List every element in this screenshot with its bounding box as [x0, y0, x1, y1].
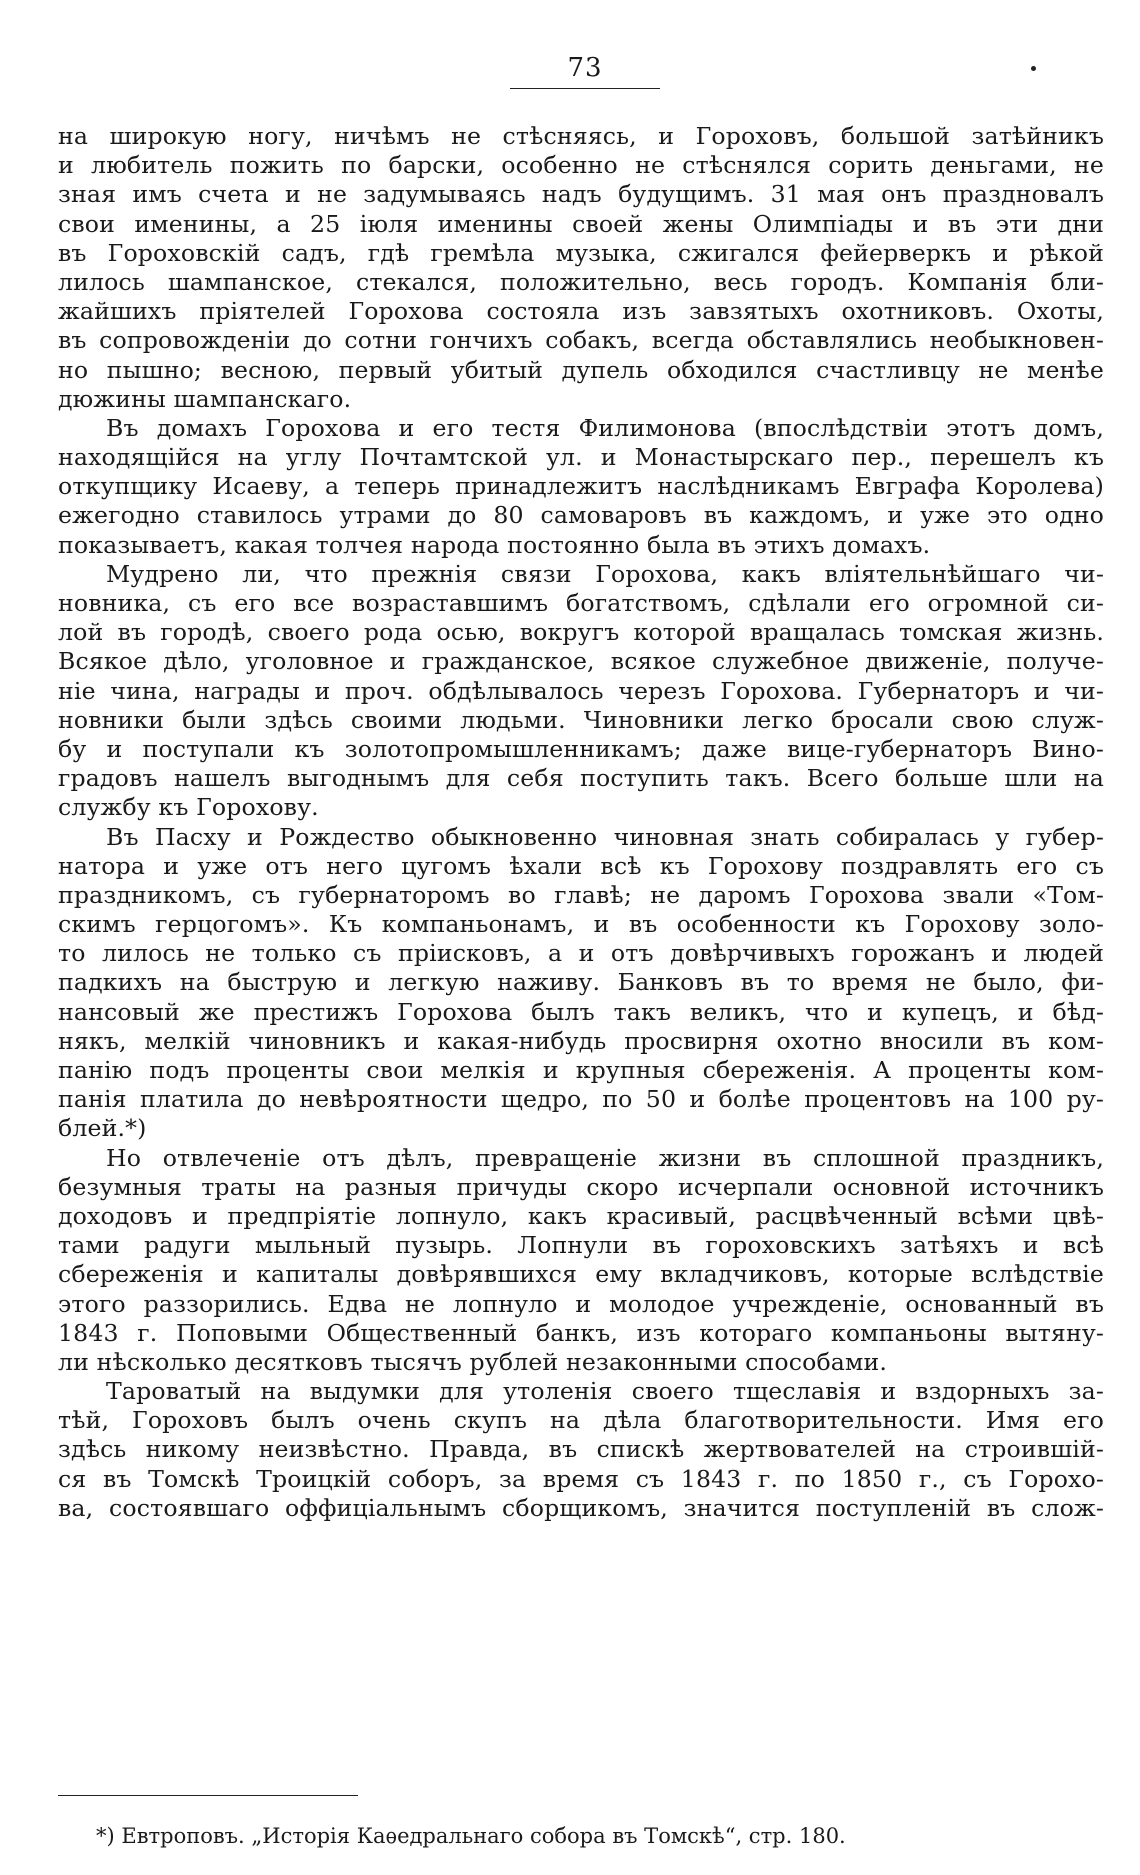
text-line: градовъ нашелъ выгоднымъ для себя поступить такъ. Всего больше шли на: [58, 764, 1104, 793]
text-line: 1843 г. Поповыми Общественный банкъ, изъ котораго компаньоны вытяну-: [58, 1318, 1104, 1347]
text-line: ва, состоявшаго оффиціальнымъ сборщикомъ, значится поступленій въ слож-: [58, 1493, 1104, 1522]
text-line: лой въ городѣ, своего рода осью, вокругъ которой вращалась томская жизнь.: [58, 618, 1104, 647]
text-line: ежегодно ставилось утрами до 80 самоваровъ въ каждомъ, и уже это одно: [58, 501, 1104, 530]
text-line: натора и уже отъ него цугомъ ѣхали всѣ къ Горохову поздравлять его съ: [58, 851, 1104, 880]
text-line: въ Гороховскій садъ, гдѣ гремѣла музыка, сжигался фейерверкъ и рѣкой: [58, 238, 1104, 267]
text-line: новника, съ его все возраставшимъ богатствомъ, сдѣлали его огромной си-: [58, 589, 1104, 617]
text-line: падкихъ на быструю и легкую наживу. Банковъ въ то время не было, фи-: [58, 968, 1104, 997]
text-line: и любитель пожить по барски, особенно не стѣснялся сорить деньгами, не: [58, 151, 1104, 180]
footnote: *) Евтроповъ. „Исторія Каѳедральнаго собора въ Томскѣ“, стр. 180.: [96, 1824, 846, 1848]
text-line: Въ Пасху и Рождество обыкновенно чиновная знать собиралась у губер-: [106, 822, 1104, 851]
footnote-rule: [58, 1795, 358, 1796]
text-line: ли нѣсколько десятковъ тысячъ рублей незаконными способами.: [58, 1347, 888, 1376]
text-line: то лилось не только съ пріисковъ, а и отъ довѣрчивыхъ горожанъ и людей: [58, 939, 1104, 968]
text-line: свои именины, а 25 іюля именины своей жены Олимпіады и въ эти дни: [58, 209, 1104, 238]
text-line: доходовъ и предпріятіе лопнуло, какъ красивый, расцвѣченный всѣми цвѣ-: [58, 1201, 1104, 1230]
text-line: нансовый же престижъ Горохова былъ такъ великъ, что и купецъ, и бѣд-: [58, 997, 1104, 1026]
text-line: Всякое дѣло, уголовное и гражданское, всякое служебное движеніе, получе-: [58, 647, 1104, 676]
print-dot-mark: [1031, 66, 1036, 71]
page-number: 73: [567, 53, 603, 83]
text-line: праздникомъ, съ губернаторомъ во главѣ; не даромъ Горохова звали «Том-: [58, 880, 1104, 909]
text-line: службу къ Горохову.: [58, 793, 319, 822]
text-line: сбереженія и капиталы довѣрявшихся ему вкладчиковъ, которые вслѣдствіе: [58, 1260, 1104, 1289]
body-text: [58, 122, 1104, 1523]
text-line: някъ, мелкій чиновникъ и какая-нибудь просвирня охотно вносили въ ком-: [58, 1026, 1104, 1055]
text-line: лилось шампанское, стекался, положительно, весь городъ. Компанія бли-: [58, 267, 1104, 296]
text-line: но пышно; весною, первый убитый дупель обходился счастливцу не менѣе: [58, 355, 1104, 384]
text-line: скимъ герцогомъ». Къ компаньонамъ, и въ особенности къ Горохову золо-: [58, 910, 1104, 939]
text-line: здѣсь никому неизвѣстно. Правда, въ спискѣ жертвователей на строившій-: [58, 1435, 1104, 1464]
text-line: зная имъ счета и не задумываясь надъ будущимъ. 31 мая онъ праздновалъ: [58, 180, 1104, 209]
text-line: откупщику Исаеву, а теперь принадлежитъ наслѣдникамъ Евграфа Королева): [58, 472, 1104, 501]
text-line: въ сопровожденіи до сотни гончихъ собакъ, всегда обставлялись необыкновен-: [58, 326, 1104, 355]
text-line: Тароватый на выдумки для утоленія своего тщеславія и вздорныхъ за-: [106, 1377, 1104, 1406]
text-line: бу и поступали къ золотопромышленникамъ; даже вице-губернаторъ Вино-: [58, 734, 1104, 763]
text-line: этого раззорились. Едва не лопнуло и молодое учрежденіе, основанный въ: [58, 1289, 1104, 1318]
text-line: Въ домахъ Горохова и его тестя Филимонова (впослѣдствіи этотъ домъ,: [106, 413, 1104, 442]
header-rule: [510, 88, 660, 89]
text-line: ніе чина, награды и проч. обдѣлывалось черезъ Горохова. Губернаторъ и чи-: [58, 676, 1104, 705]
text-line: панію подъ проценты свои мелкія и крупныя сбереженія. А проценты ком-: [58, 1056, 1104, 1084]
text-line: тами радуги мыльный пузырь. Лопнули въ гороховскихъ затѣяхъ и всѣ: [58, 1231, 1104, 1260]
text-line: блей.*): [58, 1114, 147, 1143]
text-line: жайшихъ пріятелей Горохова состояла изъ завзятыхъ охотниковъ. Охоты,: [58, 297, 1104, 326]
text-line: Мудрено ли, что прежнія связи Горохова, какъ вліятельнѣйшаго чи-: [106, 559, 1104, 588]
text-line: безумныя траты на разныя причуды скоро исчерпали основной источникъ: [58, 1172, 1104, 1201]
text-line: Но отвлеченіе отъ дѣлъ, превращеніе жизни въ сплошной праздникъ,: [106, 1143, 1104, 1172]
text-line: находящійся на углу Почтамтской ул. и Монастырскаго пер., перешелъ къ: [58, 443, 1104, 472]
text-line: ся въ Томскѣ Троицкій соборъ, за время съ 1843 г. по 1850 г., съ Горохо-: [58, 1464, 1104, 1493]
text-line: новники были здѣсь своими людьми. Чиновники легко бросали свою служ-: [58, 705, 1104, 734]
text-line: дюжины шампанскаго.: [58, 384, 352, 413]
text-line: на широкую ногу, ничѣмъ не стѣсняясь, и Гороховъ, большой затѣйникъ: [58, 122, 1104, 150]
text-line: показываетъ, какая толчея народа постоянно была въ этихъ домахъ.: [58, 530, 931, 559]
text-line: тѣй, Гороховъ былъ очень скупъ на дѣла благотворительности. Имя его: [58, 1406, 1104, 1435]
text-line: панія платила до невѣроятности щедро, по 50 и болѣе процентовъ на 100 ру-: [58, 1085, 1104, 1114]
